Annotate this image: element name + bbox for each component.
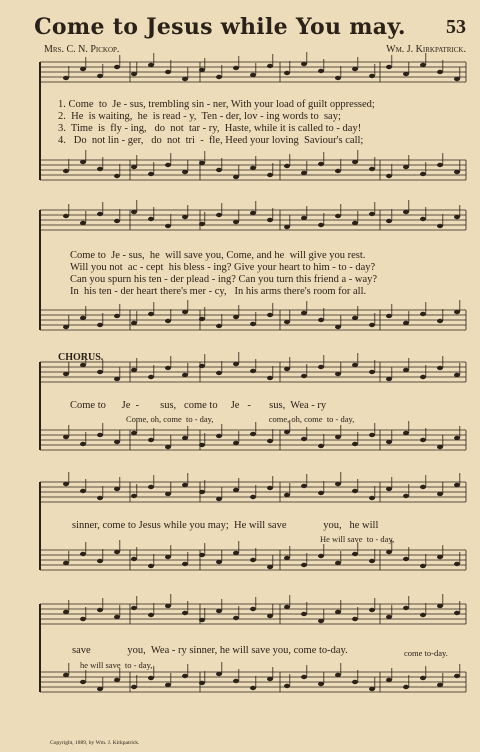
note-head (97, 433, 103, 437)
note-head (437, 445, 443, 449)
note-head (318, 223, 324, 227)
note-head (267, 64, 273, 68)
note-head (216, 371, 222, 375)
chorus-line-1: Come to Je - sus, come to Je - sus, Wea - ry (70, 400, 327, 411)
note-head (352, 160, 358, 164)
note-head (63, 610, 69, 614)
note-head (318, 682, 324, 686)
note-head (131, 165, 137, 169)
note-head (199, 681, 205, 685)
note-head (437, 163, 443, 167)
note-head (233, 616, 239, 620)
refrain-line-4: In his ten - der heart there's mer - cy, In his arms there's room for all. (70, 286, 367, 297)
note-head (454, 310, 460, 314)
note-head (80, 442, 86, 446)
note-head (80, 680, 86, 684)
note-head (165, 70, 171, 74)
note-head (386, 550, 392, 554)
note-head (352, 680, 358, 684)
note-head (114, 377, 120, 381)
note-head (369, 212, 375, 216)
note-head (148, 676, 154, 680)
note-head (318, 554, 324, 558)
note-head (420, 438, 426, 442)
note-head (131, 606, 137, 610)
note-head (182, 562, 188, 566)
note-head (369, 74, 375, 78)
note-head (420, 217, 426, 221)
note-head (216, 497, 222, 501)
note-head (80, 221, 86, 225)
note-head (369, 559, 375, 563)
note-head (80, 316, 86, 320)
note-head (335, 372, 341, 376)
note-head (148, 312, 154, 316)
note-head (284, 225, 290, 229)
note-head (80, 552, 86, 556)
note-head (301, 216, 307, 220)
note-head (386, 615, 392, 619)
note-head (199, 490, 205, 494)
note-head (437, 319, 443, 323)
note-head (80, 617, 86, 621)
note-head (250, 495, 256, 499)
note-head (352, 363, 358, 367)
note-head (233, 488, 239, 492)
note-head (148, 172, 154, 176)
note-head (386, 440, 392, 444)
refrain-line-1: Come to Je - sus, he will save you, Come, and he will give you rest. (70, 250, 366, 261)
note-head (199, 364, 205, 368)
note-head (454, 611, 460, 615)
note-head (63, 673, 69, 677)
note-head (284, 164, 290, 168)
note-head (199, 553, 205, 557)
note-head (352, 442, 358, 446)
note-head (267, 439, 273, 443)
note-head (97, 496, 103, 500)
note-head (267, 677, 273, 681)
note-head (403, 368, 409, 372)
note-head (352, 221, 358, 225)
note-head (250, 211, 256, 215)
note-head (97, 212, 103, 216)
note-head (437, 604, 443, 608)
note-head (284, 71, 290, 75)
note-head (182, 483, 188, 487)
note-head (301, 374, 307, 378)
note-head (114, 314, 120, 318)
note-head (165, 163, 171, 167)
note-head (182, 310, 188, 314)
note-head (233, 315, 239, 319)
refrain-line-2: Will you not ac - cept his bless - ing? Give your heart to him - to - day? (70, 262, 376, 273)
note-head (318, 619, 324, 623)
note-head (63, 435, 69, 439)
note-head (182, 215, 188, 219)
note-head (352, 67, 358, 71)
refrain-line-3: Can you spurn his ten - der plead - ing? Can you turn this friend a - way? (70, 274, 378, 285)
note-head (403, 557, 409, 561)
note-head (403, 494, 409, 498)
note-head (267, 173, 273, 177)
note-head (420, 564, 426, 568)
note-head (454, 77, 460, 81)
note-head (403, 165, 409, 169)
note-head (80, 67, 86, 71)
note-head (250, 432, 256, 436)
note-head (97, 687, 103, 691)
note-head (420, 312, 426, 316)
note-head (403, 72, 409, 76)
note-head (369, 433, 375, 437)
note-head (131, 431, 137, 435)
note-head (454, 170, 460, 174)
note-head (199, 618, 205, 622)
note-head (454, 215, 460, 219)
verse-2: 2. He is waiting, he is read - y, Ten - der, lov - ing words to say; (58, 111, 341, 122)
note-head (369, 370, 375, 374)
note-head (114, 174, 120, 178)
note-head (216, 168, 222, 172)
note-head (352, 552, 358, 556)
note-head (131, 368, 137, 372)
note-head (420, 63, 426, 67)
note-head (250, 166, 256, 170)
note-head (114, 487, 120, 491)
note-head (386, 377, 392, 381)
note-head (131, 72, 137, 76)
note-head (267, 614, 273, 618)
note-head (233, 679, 239, 683)
note-head (182, 373, 188, 377)
note-head (131, 494, 137, 498)
note-head (131, 685, 137, 689)
note-head (216, 560, 222, 564)
note-head (301, 311, 307, 315)
note-head (403, 685, 409, 689)
note-head (233, 362, 239, 366)
note-head (386, 65, 392, 69)
note-head (301, 484, 307, 488)
note-head (148, 613, 154, 617)
note-head (301, 612, 307, 616)
note-head (182, 674, 188, 678)
note-head (403, 606, 409, 610)
note-head (148, 63, 154, 67)
note-head (284, 320, 290, 324)
note-head (454, 562, 460, 566)
chorus-line-2-bass: He will save to - day, (320, 534, 395, 544)
note-head (165, 555, 171, 559)
note-head (318, 365, 324, 369)
chorus-line-3-bass-alt: come to-day. (404, 648, 448, 658)
composer-credit: Wm. J. Kirkpatrick. (386, 44, 466, 55)
chorus-line-1-bass: Come, oh, come to - day, come, oh, come to - day, (126, 414, 355, 424)
note-head (335, 214, 341, 218)
note-head (420, 613, 426, 617)
note-head (284, 493, 290, 497)
note-head (63, 169, 69, 173)
note-head (403, 431, 409, 435)
note-head (369, 167, 375, 171)
note-head (131, 321, 137, 325)
note-head (182, 77, 188, 81)
note-head (63, 561, 69, 565)
note-head (420, 676, 426, 680)
note-head (165, 319, 171, 323)
chorus-line-3: save you, Wea - ry sinner, he will save you, come to-day. (72, 645, 348, 656)
note-head (284, 556, 290, 560)
note-head (148, 217, 154, 221)
note-head (420, 485, 426, 489)
note-head (352, 617, 358, 621)
note-head (182, 170, 188, 174)
note-head (369, 687, 375, 691)
note-head (148, 438, 154, 442)
note-head (437, 70, 443, 74)
page-number: 53 (446, 16, 466, 38)
note-head (454, 373, 460, 377)
note-head (318, 491, 324, 495)
note-head (216, 213, 222, 217)
note-head (250, 73, 256, 77)
note-head (369, 323, 375, 327)
note-head (216, 434, 222, 438)
note-head (63, 214, 69, 218)
note-head (114, 65, 120, 69)
note-head (199, 161, 205, 165)
note-head (301, 675, 307, 679)
note-head (165, 366, 171, 370)
note-head (114, 615, 120, 619)
chorus-label: CHORUS. (58, 352, 104, 363)
note-head (454, 436, 460, 440)
verse-1: 1. Come to Je - sus, trembling sin - ner, With your load of guilt oppressed; (58, 99, 375, 110)
note-head (250, 558, 256, 562)
note-head (301, 437, 307, 441)
note-head (335, 169, 341, 173)
note-head (182, 611, 188, 615)
note-head (199, 443, 205, 447)
note-head (403, 321, 409, 325)
note-head (335, 325, 341, 329)
note-head (352, 316, 358, 320)
note-head (386, 678, 392, 682)
note-head (437, 224, 443, 228)
note-head (114, 219, 120, 223)
note-head (352, 489, 358, 493)
note-head (148, 375, 154, 379)
note-head (267, 313, 273, 317)
note-head (233, 66, 239, 70)
note-head (284, 430, 290, 434)
note-head (250, 322, 256, 326)
note-head (301, 563, 307, 567)
note-head (267, 218, 273, 222)
note-head (131, 210, 137, 214)
hymn-title: Come to Jesus while You may. (34, 14, 406, 40)
note-head (335, 482, 341, 486)
note-head (420, 375, 426, 379)
verse-4: 4. Do not lin - ger, do not tri - fle, Heed your loving Saviour's call; (58, 135, 364, 146)
note-head (437, 555, 443, 559)
lyricist-credit: Mrs. C. N. Pickop. (44, 44, 120, 55)
note-head (233, 220, 239, 224)
note-head (284, 367, 290, 371)
note-head (284, 605, 290, 609)
note-head (335, 673, 341, 677)
note-head (97, 608, 103, 612)
note-head (199, 222, 205, 226)
note-head (369, 608, 375, 612)
note-head (114, 678, 120, 682)
note-head (199, 68, 205, 72)
note-head (335, 610, 341, 614)
note-head (199, 317, 205, 321)
note-head (114, 440, 120, 444)
note-head (267, 376, 273, 380)
note-head (335, 76, 341, 80)
note-head (97, 370, 103, 374)
note-head (63, 482, 69, 486)
note-head (216, 672, 222, 676)
note-head (63, 76, 69, 80)
note-head (284, 684, 290, 688)
note-head (335, 435, 341, 439)
note-head (216, 324, 222, 328)
note-head (318, 318, 324, 322)
note-head (301, 171, 307, 175)
note-head (80, 160, 86, 164)
note-head (165, 492, 171, 496)
note-head (97, 167, 103, 171)
note-head (165, 604, 171, 608)
copyright-notice: Copyright, 1889, by Wm. J. Kirkpatrick. (50, 740, 140, 746)
note-head (182, 436, 188, 440)
note-head (437, 492, 443, 496)
note-head (318, 444, 324, 448)
note-head (437, 683, 443, 687)
note-head (403, 210, 409, 214)
note-head (386, 314, 392, 318)
note-head (437, 366, 443, 370)
note-head (80, 489, 86, 493)
note-head (165, 445, 171, 449)
note-head (80, 363, 86, 367)
note-head (318, 69, 324, 73)
note-head (63, 372, 69, 376)
note-head (148, 564, 154, 568)
note-head (250, 607, 256, 611)
note-head (148, 485, 154, 489)
note-head (454, 483, 460, 487)
note-head (267, 486, 273, 490)
note-head (369, 496, 375, 500)
note-head (131, 557, 137, 561)
note-head (97, 74, 103, 78)
note-head (386, 174, 392, 178)
note-head (318, 162, 324, 166)
note-head (233, 551, 239, 555)
note-head (250, 686, 256, 690)
chorus-line-2: sinner, come to Jesus while you may; He will save you, he will (72, 520, 379, 531)
note-head (97, 323, 103, 327)
note-head (335, 561, 341, 565)
note-head (386, 487, 392, 491)
note-head (165, 683, 171, 687)
verse-3: 3. Time is fly - ing, do not tar - ry, Haste, while it is called to - day! (58, 123, 362, 134)
note-head (63, 325, 69, 329)
note-head (267, 565, 273, 569)
note-head (301, 62, 307, 66)
note-head (97, 559, 103, 563)
note-head (233, 175, 239, 179)
note-head (233, 441, 239, 445)
note-head (165, 224, 171, 228)
note-head (216, 75, 222, 79)
chorus-line-3-bass: he will save to - day, (80, 660, 153, 670)
note-head (454, 674, 460, 678)
note-head (114, 550, 120, 554)
note-head (216, 609, 222, 613)
note-head (250, 369, 256, 373)
note-head (420, 172, 426, 176)
note-head (386, 219, 392, 223)
